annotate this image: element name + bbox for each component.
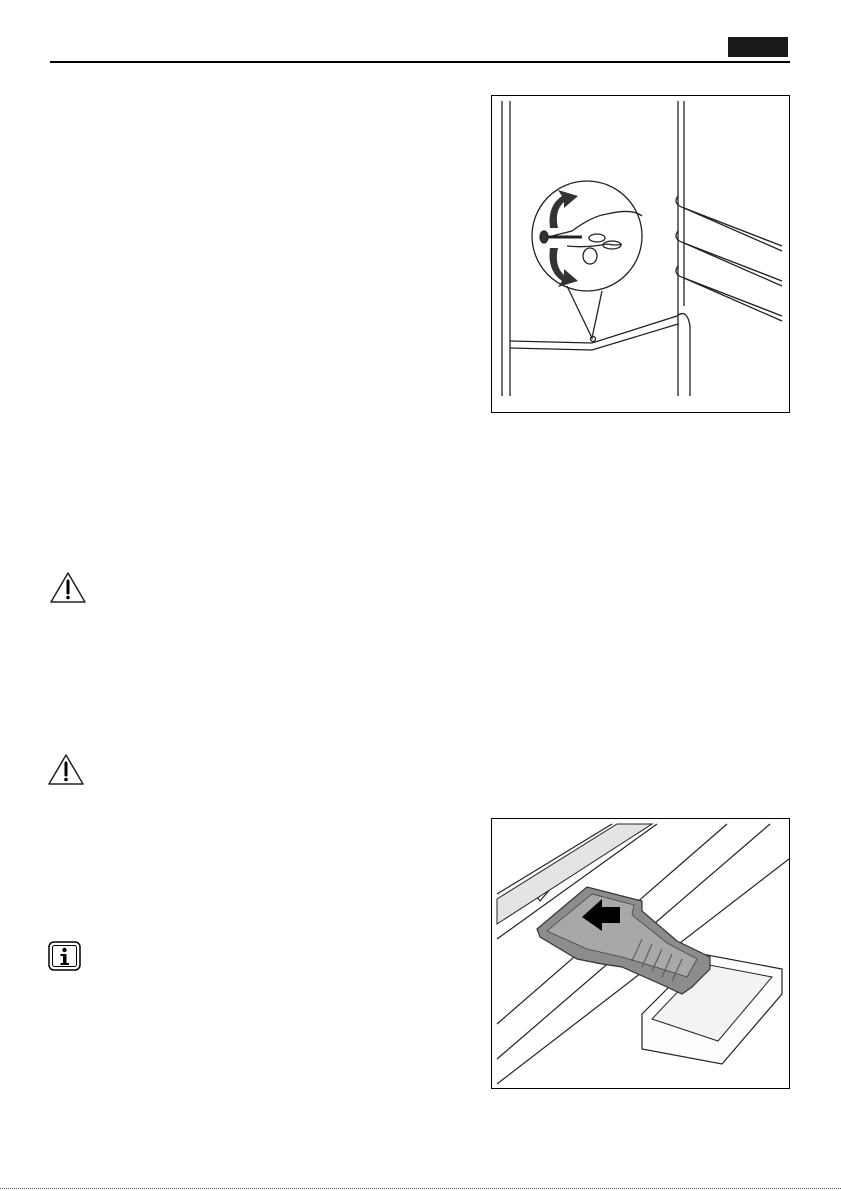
warning-triangle-icon bbox=[49, 571, 87, 604]
warning-triangle-icon bbox=[47, 753, 85, 786]
drain-hole-cleaning-figure bbox=[491, 95, 790, 413]
language-tab bbox=[728, 37, 788, 57]
drain-tool-insertion-figure bbox=[491, 818, 790, 1089]
page-bottom-edge bbox=[0, 1188, 841, 1189]
header-rule bbox=[50, 61, 790, 63]
information-icon bbox=[48, 941, 81, 971]
